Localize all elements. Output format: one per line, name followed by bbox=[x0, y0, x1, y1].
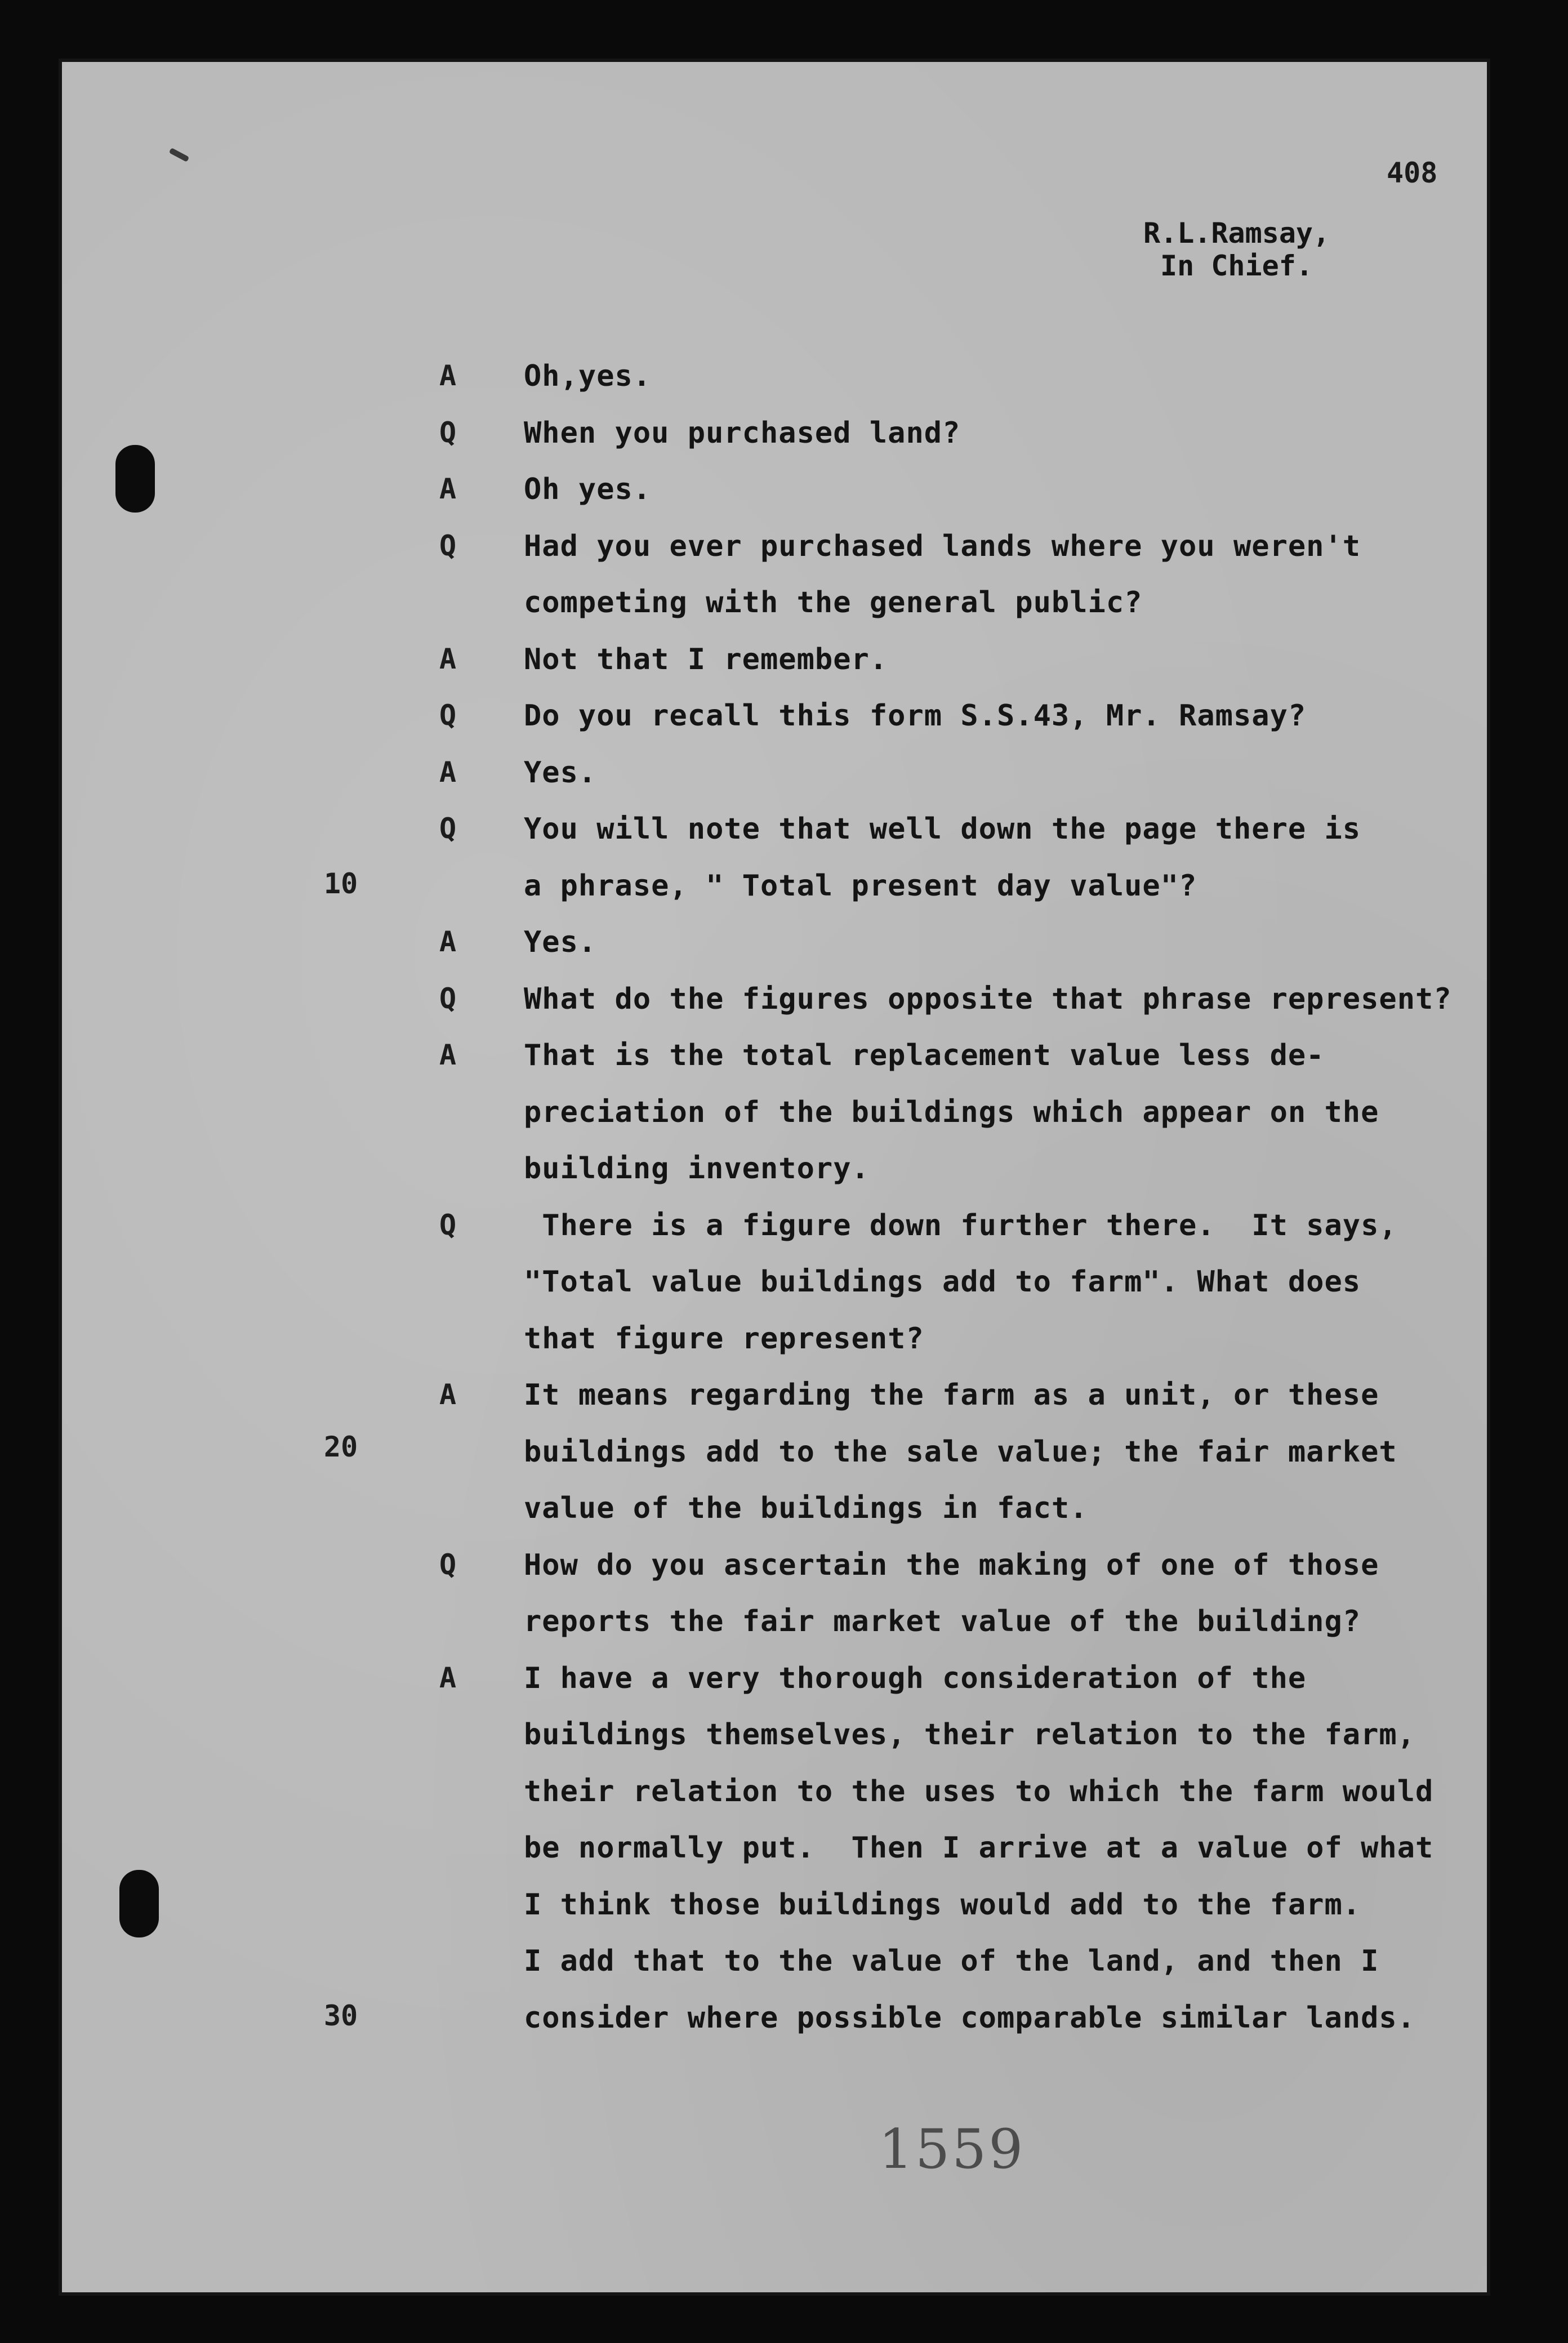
speaker-label: A bbox=[439, 756, 457, 789]
transcript-line bbox=[0, 1435, 1568, 1491]
line-text: It means regarding the farm as a unit, or these bbox=[524, 1378, 1379, 1412]
transcript-line bbox=[0, 812, 1568, 868]
line-text: Had you ever purchased lands where you weren't bbox=[524, 529, 1361, 563]
witness-header bbox=[1143, 217, 1330, 282]
line-text: a phrase, " Total present day value"? bbox=[524, 869, 1197, 903]
speaker-label: Q bbox=[439, 812, 457, 845]
transcript-line bbox=[0, 359, 1568, 416]
line-text: their relation to the uses to which the farm would bbox=[524, 1775, 1434, 1809]
line-text: That is the total replacement value less de- bbox=[524, 1039, 1325, 1072]
transcript-line bbox=[0, 756, 1568, 812]
transcript-line bbox=[0, 1888, 1568, 1944]
transcript-line bbox=[0, 1265, 1568, 1321]
transcript-line bbox=[0, 1095, 1568, 1152]
line-text: Yes. bbox=[524, 925, 597, 959]
line-text: What do the figures opposite that phrase represent? bbox=[524, 982, 1452, 1016]
line-text: buildings themselves, their relation to the farm, bbox=[524, 1718, 1416, 1752]
transcript-line bbox=[0, 1039, 1568, 1095]
line-text: "Total value buildings add to farm". What does bbox=[524, 1265, 1361, 1299]
speaker-label: Q bbox=[439, 1548, 457, 1581]
transcript-line bbox=[0, 1152, 1568, 1208]
speaker-label: Q bbox=[439, 529, 457, 562]
transcript-line bbox=[0, 869, 1568, 925]
transcript-line bbox=[0, 473, 1568, 529]
line-text: buildings add to the sale value; the fair market bbox=[524, 1435, 1397, 1469]
transcript-line bbox=[0, 1491, 1568, 1548]
transcript-line bbox=[0, 1775, 1568, 1831]
transcript-line bbox=[0, 982, 1568, 1039]
speaker-label: A bbox=[439, 1378, 457, 1411]
line-text: Not that I remember. bbox=[524, 643, 888, 676]
transcript-line bbox=[0, 1662, 1568, 1718]
line-text: Oh yes. bbox=[524, 473, 652, 506]
line-number-10: 10 bbox=[324, 867, 358, 900]
page-number: 408 bbox=[1387, 157, 1438, 189]
line-text: I have a very thorough consideration of the bbox=[524, 1662, 1307, 1695]
line-text: preciation of the buildings which appear on the bbox=[524, 1095, 1379, 1129]
transcript-line bbox=[0, 699, 1568, 755]
line-number-30: 30 bbox=[324, 1999, 358, 2032]
line-text: that figure represent? bbox=[524, 1322, 924, 1356]
transcript-line bbox=[0, 1944, 1568, 2001]
speaker-label: Q bbox=[439, 1209, 457, 1241]
line-text: consider where possible comparable similar lands. bbox=[524, 2001, 1416, 2035]
witness-name: R.L.Ramsay, bbox=[1143, 217, 1330, 250]
transcript-line bbox=[0, 529, 1568, 586]
line-text: reports the fair market value of the building? bbox=[524, 1605, 1361, 1638]
speaker-label: A bbox=[439, 643, 457, 675]
transcript-line bbox=[0, 925, 1568, 982]
transcript-line bbox=[0, 1209, 1568, 1265]
transcript-line bbox=[0, 1322, 1568, 1378]
line-text: value of the buildings in fact. bbox=[524, 1491, 1088, 1525]
transcript-line bbox=[0, 416, 1568, 473]
line-number-20: 20 bbox=[324, 1431, 358, 1463]
line-text: Yes. bbox=[524, 756, 597, 790]
line-text: competing with the general public? bbox=[524, 586, 1143, 620]
line-text: Oh,yes. bbox=[524, 359, 652, 393]
witness-section: In Chief. bbox=[1160, 250, 1313, 282]
line-text: I think those buildings would add to the farm. bbox=[524, 1888, 1361, 1922]
speaker-label: A bbox=[439, 1662, 457, 1694]
line-text: You will note that well down the page there is bbox=[524, 812, 1361, 846]
transcript-line bbox=[0, 1718, 1568, 1774]
line-text: building inventory. bbox=[524, 1152, 870, 1186]
transcript-line bbox=[0, 1605, 1568, 1661]
transcript-line bbox=[0, 586, 1568, 642]
line-text: When you purchased land? bbox=[524, 416, 961, 450]
speaker-label: Q bbox=[439, 982, 457, 1015]
transcript-line bbox=[0, 1548, 1568, 1605]
transcript-line bbox=[0, 2001, 1568, 2057]
transcript-line bbox=[0, 1378, 1568, 1435]
line-text: Do you recall this form S.S.43, Mr. Ramsay? bbox=[524, 699, 1307, 733]
speaker-label: A bbox=[439, 925, 457, 958]
transcript-line bbox=[0, 1831, 1568, 1887]
line-text: be normally put. Then I arrive at a value of what bbox=[524, 1831, 1434, 1865]
speaker-label: A bbox=[439, 473, 457, 505]
line-text: How do you ascertain the making of one of those bbox=[524, 1548, 1379, 1582]
transcript-line bbox=[0, 643, 1568, 699]
speaker-label: A bbox=[439, 1039, 457, 1071]
speaker-label: Q bbox=[439, 416, 457, 449]
line-text: I add that to the value of the land, and then I bbox=[524, 1944, 1379, 1978]
page-stamp-number: 1559 bbox=[879, 2118, 1026, 2181]
line-text: There is a figure down further there. It says, bbox=[524, 1209, 1397, 1242]
speaker-label: A bbox=[439, 359, 457, 392]
speaker-label: Q bbox=[439, 699, 457, 732]
